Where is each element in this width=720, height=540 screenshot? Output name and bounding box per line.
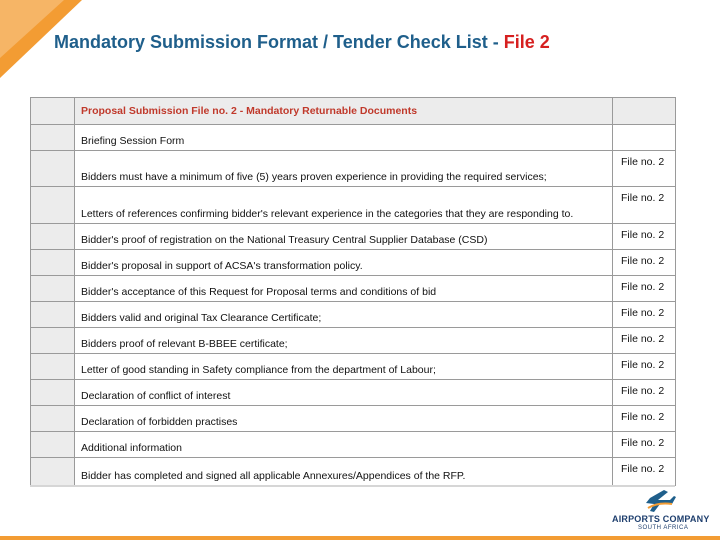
row-desc: Bidder has completed and signed all applicable Annexures/Appendices of the RFP.	[75, 458, 613, 486]
table-row	[31, 250, 676, 276]
table-row	[31, 125, 676, 151]
table-bottom-divider	[30, 485, 675, 487]
row-file: File no. 2	[613, 458, 676, 486]
row-desc: Briefing Session Form	[75, 125, 613, 151]
table-row	[31, 354, 676, 380]
table-header: Proposal Submission File no. 2 - Mandatory Returnable Documents	[75, 98, 613, 125]
row-file: File no. 2	[613, 224, 676, 250]
row-desc: Letter of good standing in Safety compliance from the department of Labour;	[75, 354, 613, 380]
row-desc: Bidder's acceptance of this Request for Proposal terms and conditions of bid	[75, 276, 613, 302]
row-desc: Bidders proof of relevant B-BBEE certificate;	[75, 328, 613, 354]
checklist-table	[30, 97, 676, 486]
row-desc: Declaration of conflict of interest	[75, 380, 613, 406]
row-desc: Letters of references confirming bidder's relevant experience in the categories that they are responding to.	[75, 187, 613, 224]
table-row	[31, 224, 676, 250]
table-row	[31, 151, 676, 187]
row-file: File no. 2	[613, 250, 676, 276]
row-file: File no. 2	[613, 151, 676, 187]
row-file: File no. 2	[613, 302, 676, 328]
table-row	[31, 187, 676, 224]
row-file: File no. 2	[613, 380, 676, 406]
row-desc: Bidder's proof of registration on the National Treasury Central Supplier Database (CSD)	[75, 224, 613, 250]
row-file	[613, 125, 676, 151]
header-blank-cell	[31, 98, 75, 125]
row-file: File no. 2	[613, 432, 676, 458]
row-file: File no. 2	[613, 276, 676, 302]
table-row	[31, 328, 676, 354]
row-file: File no. 2	[613, 354, 676, 380]
slide-title	[54, 32, 550, 53]
table-row	[31, 406, 676, 432]
row-desc: Additional information	[75, 432, 613, 458]
row-file: File no. 2	[613, 406, 676, 432]
row-desc: Bidders must have a minimum of five (5) years proven experience in providing the required services;	[75, 151, 613, 187]
company-logo-name: AIRPORTS COMPANY	[612, 514, 710, 524]
row-desc: Declaration of forbidden practises	[75, 406, 613, 432]
table-header-row	[31, 98, 676, 125]
row-desc: Bidders valid and original Tax Clearance Certificate;	[75, 302, 613, 328]
table-row	[31, 432, 676, 458]
airport-plane-icon	[598, 486, 720, 540]
table-row	[31, 276, 676, 302]
title-highlight: File 2	[503, 32, 550, 52]
table-row	[31, 380, 676, 406]
company-logo-sub: SOUTH AFRICA	[638, 525, 689, 531]
row-file: File no. 2	[613, 187, 676, 224]
table-row	[31, 458, 676, 486]
row-file: File no. 2	[613, 328, 676, 354]
table-row	[31, 302, 676, 328]
bottom-accent-bar	[0, 536, 720, 540]
title-main: Mandatory Submission Format / Tender Check List -	[54, 32, 504, 52]
row-desc: Bidder's proposal in support of ACSA's transformation policy.	[75, 250, 613, 276]
header-file-cell	[613, 98, 676, 125]
